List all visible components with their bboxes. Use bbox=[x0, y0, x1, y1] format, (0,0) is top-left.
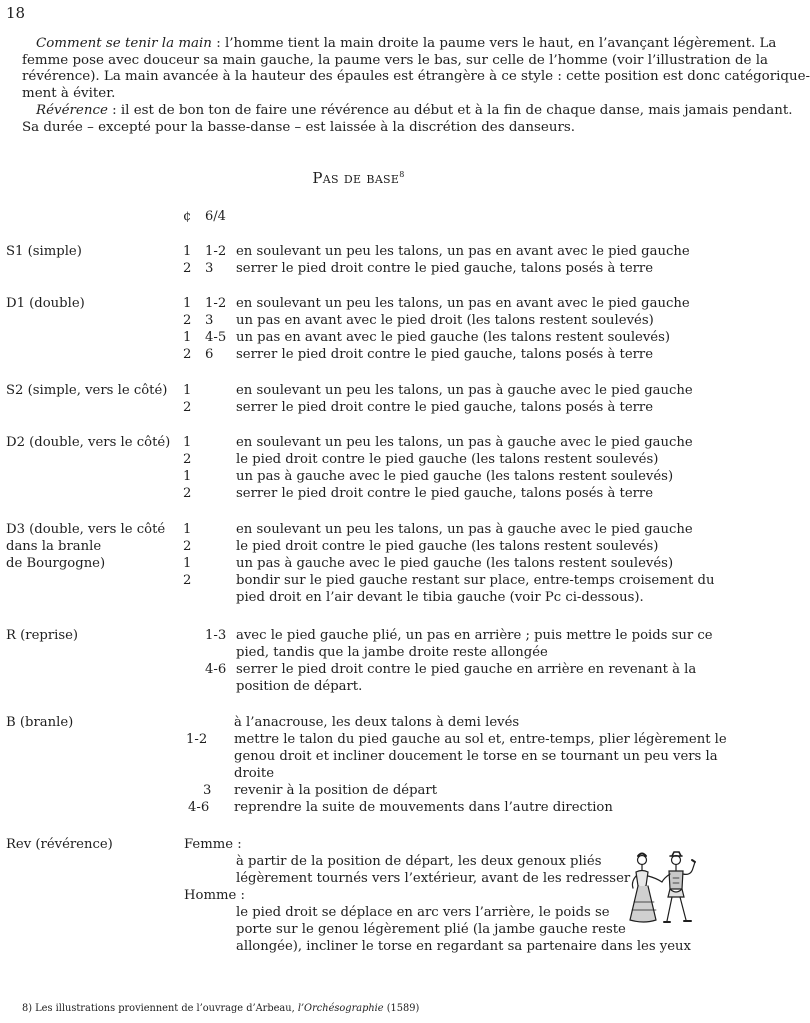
page-number: 18 bbox=[6, 4, 26, 22]
footnote-suffix: (1589) bbox=[383, 1003, 420, 1014]
count-a: 1 bbox=[183, 556, 192, 571]
step-label-rev: Rev (révérence) bbox=[6, 837, 113, 852]
step-text: en soulevant un peu les talons, un pas à gauche avec le pied gauche bbox=[236, 522, 693, 537]
step-label-d3-line2: dans la branle bbox=[6, 539, 102, 554]
step-text: mettre le talon du pied gauche au sol et, entre-temps, plier légèrement le bbox=[234, 732, 727, 747]
count-a: 1 bbox=[183, 330, 192, 345]
homme-text: le pied droit se déplace en arc vers l’arrière, le poids se bbox=[236, 905, 610, 920]
step-text: pied, tandis que la jambe droite reste allongée bbox=[236, 645, 548, 660]
count-a: 1 bbox=[183, 469, 192, 484]
hand-label: Comment se tenir la main bbox=[36, 36, 212, 51]
count-a: 1 bbox=[183, 383, 192, 398]
homme-text: allongée), incliner le torse en regardant sa partenaire dans les yeux bbox=[236, 939, 691, 954]
dancing-couple-illustration bbox=[624, 850, 700, 928]
femme-text: légèrement tournés vers l’extérieur, avant de les redresser bbox=[236, 871, 631, 886]
count-a: 1 bbox=[183, 522, 192, 537]
step-label-d3-line3: de Bourgogne) bbox=[6, 556, 106, 571]
count-b: 3 bbox=[205, 261, 214, 276]
hand-text-2: femme pose avec douceur sa main gauche, la paume vers le bas, sur celle de l’homme (voir l’illustration de la bbox=[22, 52, 768, 68]
step-label-d3: D3 (double, vers le côté bbox=[6, 522, 166, 537]
footnote-prefix: 8) Les illustrations proviennent de l’ouvrage d’Arbeau, bbox=[22, 1003, 298, 1014]
hand-text-4: ment à éviter. bbox=[22, 85, 116, 101]
section-heading bbox=[0, 169, 717, 187]
step-text: en soulevant un peu les talons, un pas en avant avec le pied gauche bbox=[236, 244, 690, 259]
step-label-r: R (reprise) bbox=[6, 628, 79, 643]
footnote-book-title: l’Orchésographie bbox=[297, 1003, 384, 1014]
step-text: serrer le pied droit contre le pied gauche, talons posés à terre bbox=[236, 347, 654, 362]
count-a: 2 bbox=[183, 261, 192, 276]
count-b: 6 bbox=[205, 347, 214, 362]
step-label-s2: S2 (simple, vers le côté) bbox=[6, 383, 168, 398]
step-label-d2: D2 (double, vers le côté) bbox=[6, 435, 171, 450]
reverence-text-1: : il est de bon ton de faire une révérence au début et à la fin de chaque danse, mais jamais pendant. bbox=[107, 103, 793, 118]
count-b: 3 bbox=[203, 783, 212, 798]
count-a: 2 bbox=[183, 313, 192, 328]
step-text: à l’anacrouse, les deux talons à demi levés bbox=[234, 715, 520, 730]
step-text: genou droit et incliner doucement le torse en se tournant un peu vers la bbox=[234, 749, 718, 764]
step-label-b: B (branle) bbox=[6, 715, 74, 730]
count-b: 4-5 bbox=[205, 330, 227, 345]
femme-text: à partir de la position de départ, les deux genoux pliés bbox=[236, 854, 602, 869]
step-text: serrer le pied droit contre le pied gauche, talons posés à terre bbox=[236, 261, 654, 276]
count-a: 1 bbox=[183, 296, 192, 311]
step-text: avec le pied gauche plié, un pas en arrière ; puis mettre le poids sur ce bbox=[236, 628, 713, 643]
step-text: un pas à gauche avec le pied gauche (les talons restent soulevés) bbox=[236, 556, 674, 571]
count-a: 2 bbox=[183, 486, 192, 501]
step-text: un pas en avant avec le pied droit (les talons restent soulevés) bbox=[236, 313, 654, 328]
step-text: serrer le pied droit contre le pied gauche en arrière en revenant à la bbox=[236, 662, 697, 677]
step-text: le pied droit contre le pied gauche (les talons restent soulevés) bbox=[236, 539, 659, 554]
footnote-ref: 8 bbox=[399, 170, 405, 179]
step-label-d1: D1 (double) bbox=[6, 296, 85, 311]
count-b: 1-3 bbox=[205, 628, 227, 643]
intro-paragraph-reverence bbox=[22, 103, 793, 136]
section-title: Pas de base bbox=[312, 169, 400, 187]
count-b: 4-6 bbox=[205, 662, 227, 677]
homme-text: porte sur le genou légèrement plié (la jambe gauche reste bbox=[236, 922, 626, 937]
step-text: bondir sur le pied gauche restant sur place, entre-temps croisement du bbox=[236, 573, 715, 588]
step-text: en soulevant un peu les talons, un pas à gauche avec le pied gauche bbox=[236, 435, 693, 450]
step-text: serrer le pied droit contre le pied gauche, talons posés à terre bbox=[236, 400, 654, 415]
count-a: 2 bbox=[183, 539, 192, 554]
step-label-s1: S1 (simple) bbox=[6, 244, 82, 259]
step-text: droite bbox=[234, 766, 275, 781]
step-text: un pas à gauche avec le pied gauche (les talons restent soulevés) bbox=[236, 469, 674, 484]
femme-heading: Femme : bbox=[184, 837, 242, 852]
count-a: 1 bbox=[183, 435, 192, 450]
count-b: 1-2 bbox=[205, 296, 227, 311]
count-a: 2 bbox=[183, 573, 192, 588]
cut-time-symbol: ¢ bbox=[183, 209, 192, 224]
count-a: 2 bbox=[183, 452, 192, 467]
reverence-text-2: Sa durée – excepté pour la basse-danse – est laissée à la discrétion des danseurs. bbox=[22, 119, 575, 135]
count-a: 2 bbox=[183, 400, 192, 415]
reverence-label: Révérence bbox=[36, 103, 108, 118]
hand-text-3: révérence). La main avancée à la hauteur des épaules est étrangère à ce style : cette position est donc catégorique- bbox=[22, 69, 810, 84]
count-b: 4-6 bbox=[188, 800, 210, 815]
step-text: un pas en avant avec le pied gauche (les talons restent soulevés) bbox=[236, 330, 671, 345]
step-text: position de départ. bbox=[236, 679, 363, 694]
step-text: revenir à la position de départ bbox=[234, 783, 437, 798]
count-b: 3 bbox=[205, 313, 214, 328]
hand-text-1: : l’homme tient la main droite la paume vers le haut, en l’avançant légèrement. La bbox=[211, 36, 777, 51]
step-text: en soulevant un peu les talons, un pas en avant avec le pied gauche bbox=[236, 296, 690, 311]
footnote bbox=[22, 1003, 419, 1014]
homme-heading: Homme : bbox=[184, 888, 245, 903]
step-text: le pied droit contre le pied gauche (les talons restent soulevés) bbox=[236, 452, 659, 467]
step-text: serrer le pied droit contre le pied gauche, talons posés à terre bbox=[236, 486, 654, 501]
step-text: reprendre la suite de mouvements dans l’autre direction bbox=[234, 800, 613, 815]
intro-paragraph-hand bbox=[22, 36, 810, 102]
time-signature: 6/4 bbox=[205, 209, 226, 224]
step-text: en soulevant un peu les talons, un pas à gauche avec le pied gauche bbox=[236, 383, 693, 398]
count-a: 1 bbox=[183, 244, 192, 259]
count-b: 1-2 bbox=[205, 244, 227, 259]
step-text-continued: pied droit en l’air devant le tibia gauche (voir Pc ci-dessous). bbox=[236, 590, 644, 605]
count-a: 2 bbox=[183, 347, 192, 362]
count-b: 1-2 bbox=[186, 732, 208, 747]
